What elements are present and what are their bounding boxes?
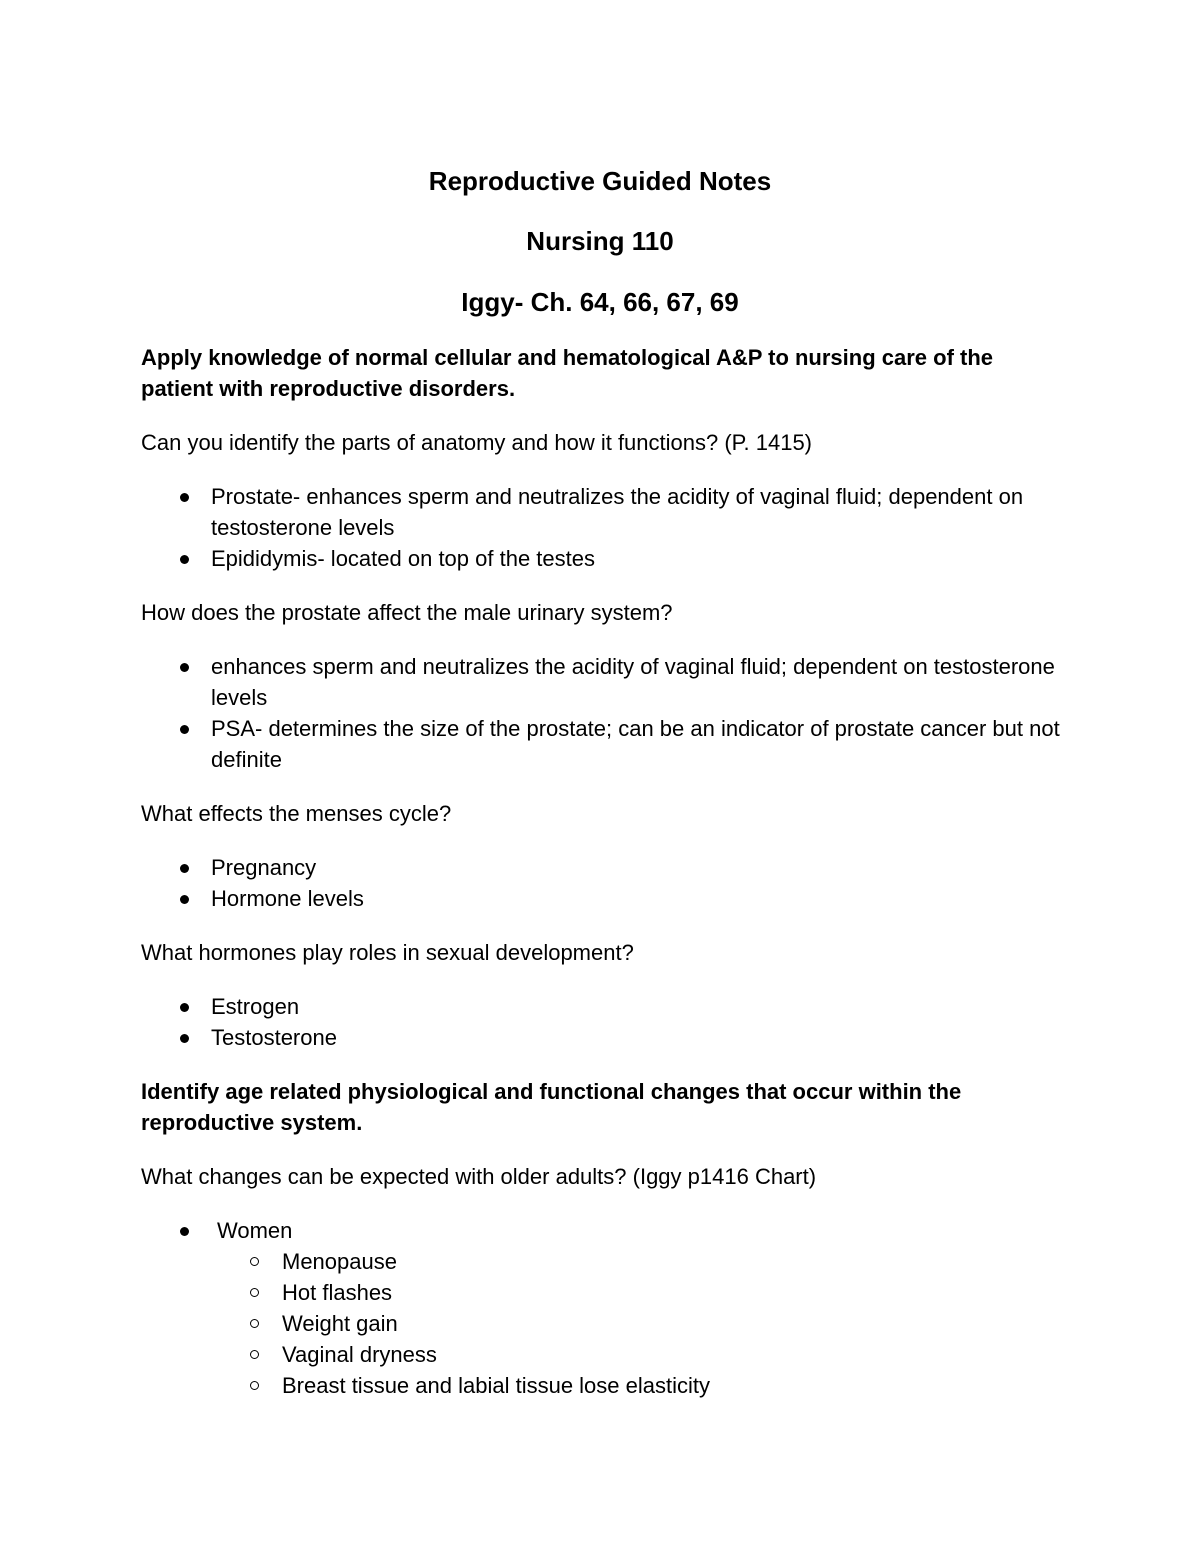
document-title: Reproductive Guided Notes bbox=[428, 166, 772, 196]
sub-list-item: Hot flashes bbox=[141, 1277, 1061, 1308]
list-item: Hormone levels bbox=[141, 883, 1061, 914]
list-item: enhances sperm and neutralizes the acidity of vaginal fluid; dependent on testosterone levels bbox=[141, 651, 1061, 713]
question-text: What effects the menses cycle? bbox=[141, 801, 452, 826]
answer-list bbox=[141, 1215, 1061, 1401]
notes-body bbox=[141, 342, 1061, 1424]
answer-list bbox=[141, 991, 1061, 1053]
objective-heading: Apply knowledge of normal cellular and hematological A&P to nursing care of the patient with reproductive disorders. bbox=[141, 345, 994, 401]
objective-heading: Identify age related physiological and functional changes that occur within the reproductive system. bbox=[141, 1079, 962, 1135]
answer-list bbox=[141, 651, 1061, 775]
sub-list-item: Menopause bbox=[141, 1246, 1061, 1277]
list-item-group bbox=[141, 1215, 1061, 1401]
sub-list bbox=[217, 1246, 1061, 1401]
list-item: Estrogen bbox=[141, 991, 1061, 1022]
question-text: What hormones play roles in sexual development? bbox=[141, 940, 634, 965]
question-text: Can you identify the parts of anatomy and how it functions? (P. 1415) bbox=[141, 430, 812, 455]
list-item: Epididymis- located on top of the testes bbox=[141, 543, 1061, 574]
answer-list bbox=[141, 481, 1061, 574]
sub-list-item: Weight gain bbox=[141, 1308, 1061, 1339]
sub-list-item: Breast tissue and labial tissue lose elasticity bbox=[141, 1370, 1061, 1401]
answer-list bbox=[141, 852, 1061, 914]
list-item: Testosterone bbox=[141, 1022, 1061, 1053]
list-item: Prostate- enhances sperm and neutralizes the acidity of vaginal fluid; dependent on testosterone levels bbox=[141, 481, 1061, 543]
group-label: Women bbox=[217, 1218, 293, 1243]
list-item: PSA- determines the size of the prostate; can be an indicator of prostate cancer but not definite bbox=[141, 713, 1061, 775]
course-name: Nursing 110 bbox=[526, 226, 674, 256]
chapter-reference: Iggy- Ch. 64, 66, 67, 69 bbox=[461, 287, 739, 317]
question-text: What changes can be expected with older adults? (Iggy p1416 Chart) bbox=[141, 1164, 817, 1189]
question-text: How does the prostate affect the male urinary system? bbox=[141, 600, 673, 625]
list-item: Pregnancy bbox=[141, 852, 1061, 883]
sub-list-item: Vaginal dryness bbox=[141, 1339, 1061, 1370]
